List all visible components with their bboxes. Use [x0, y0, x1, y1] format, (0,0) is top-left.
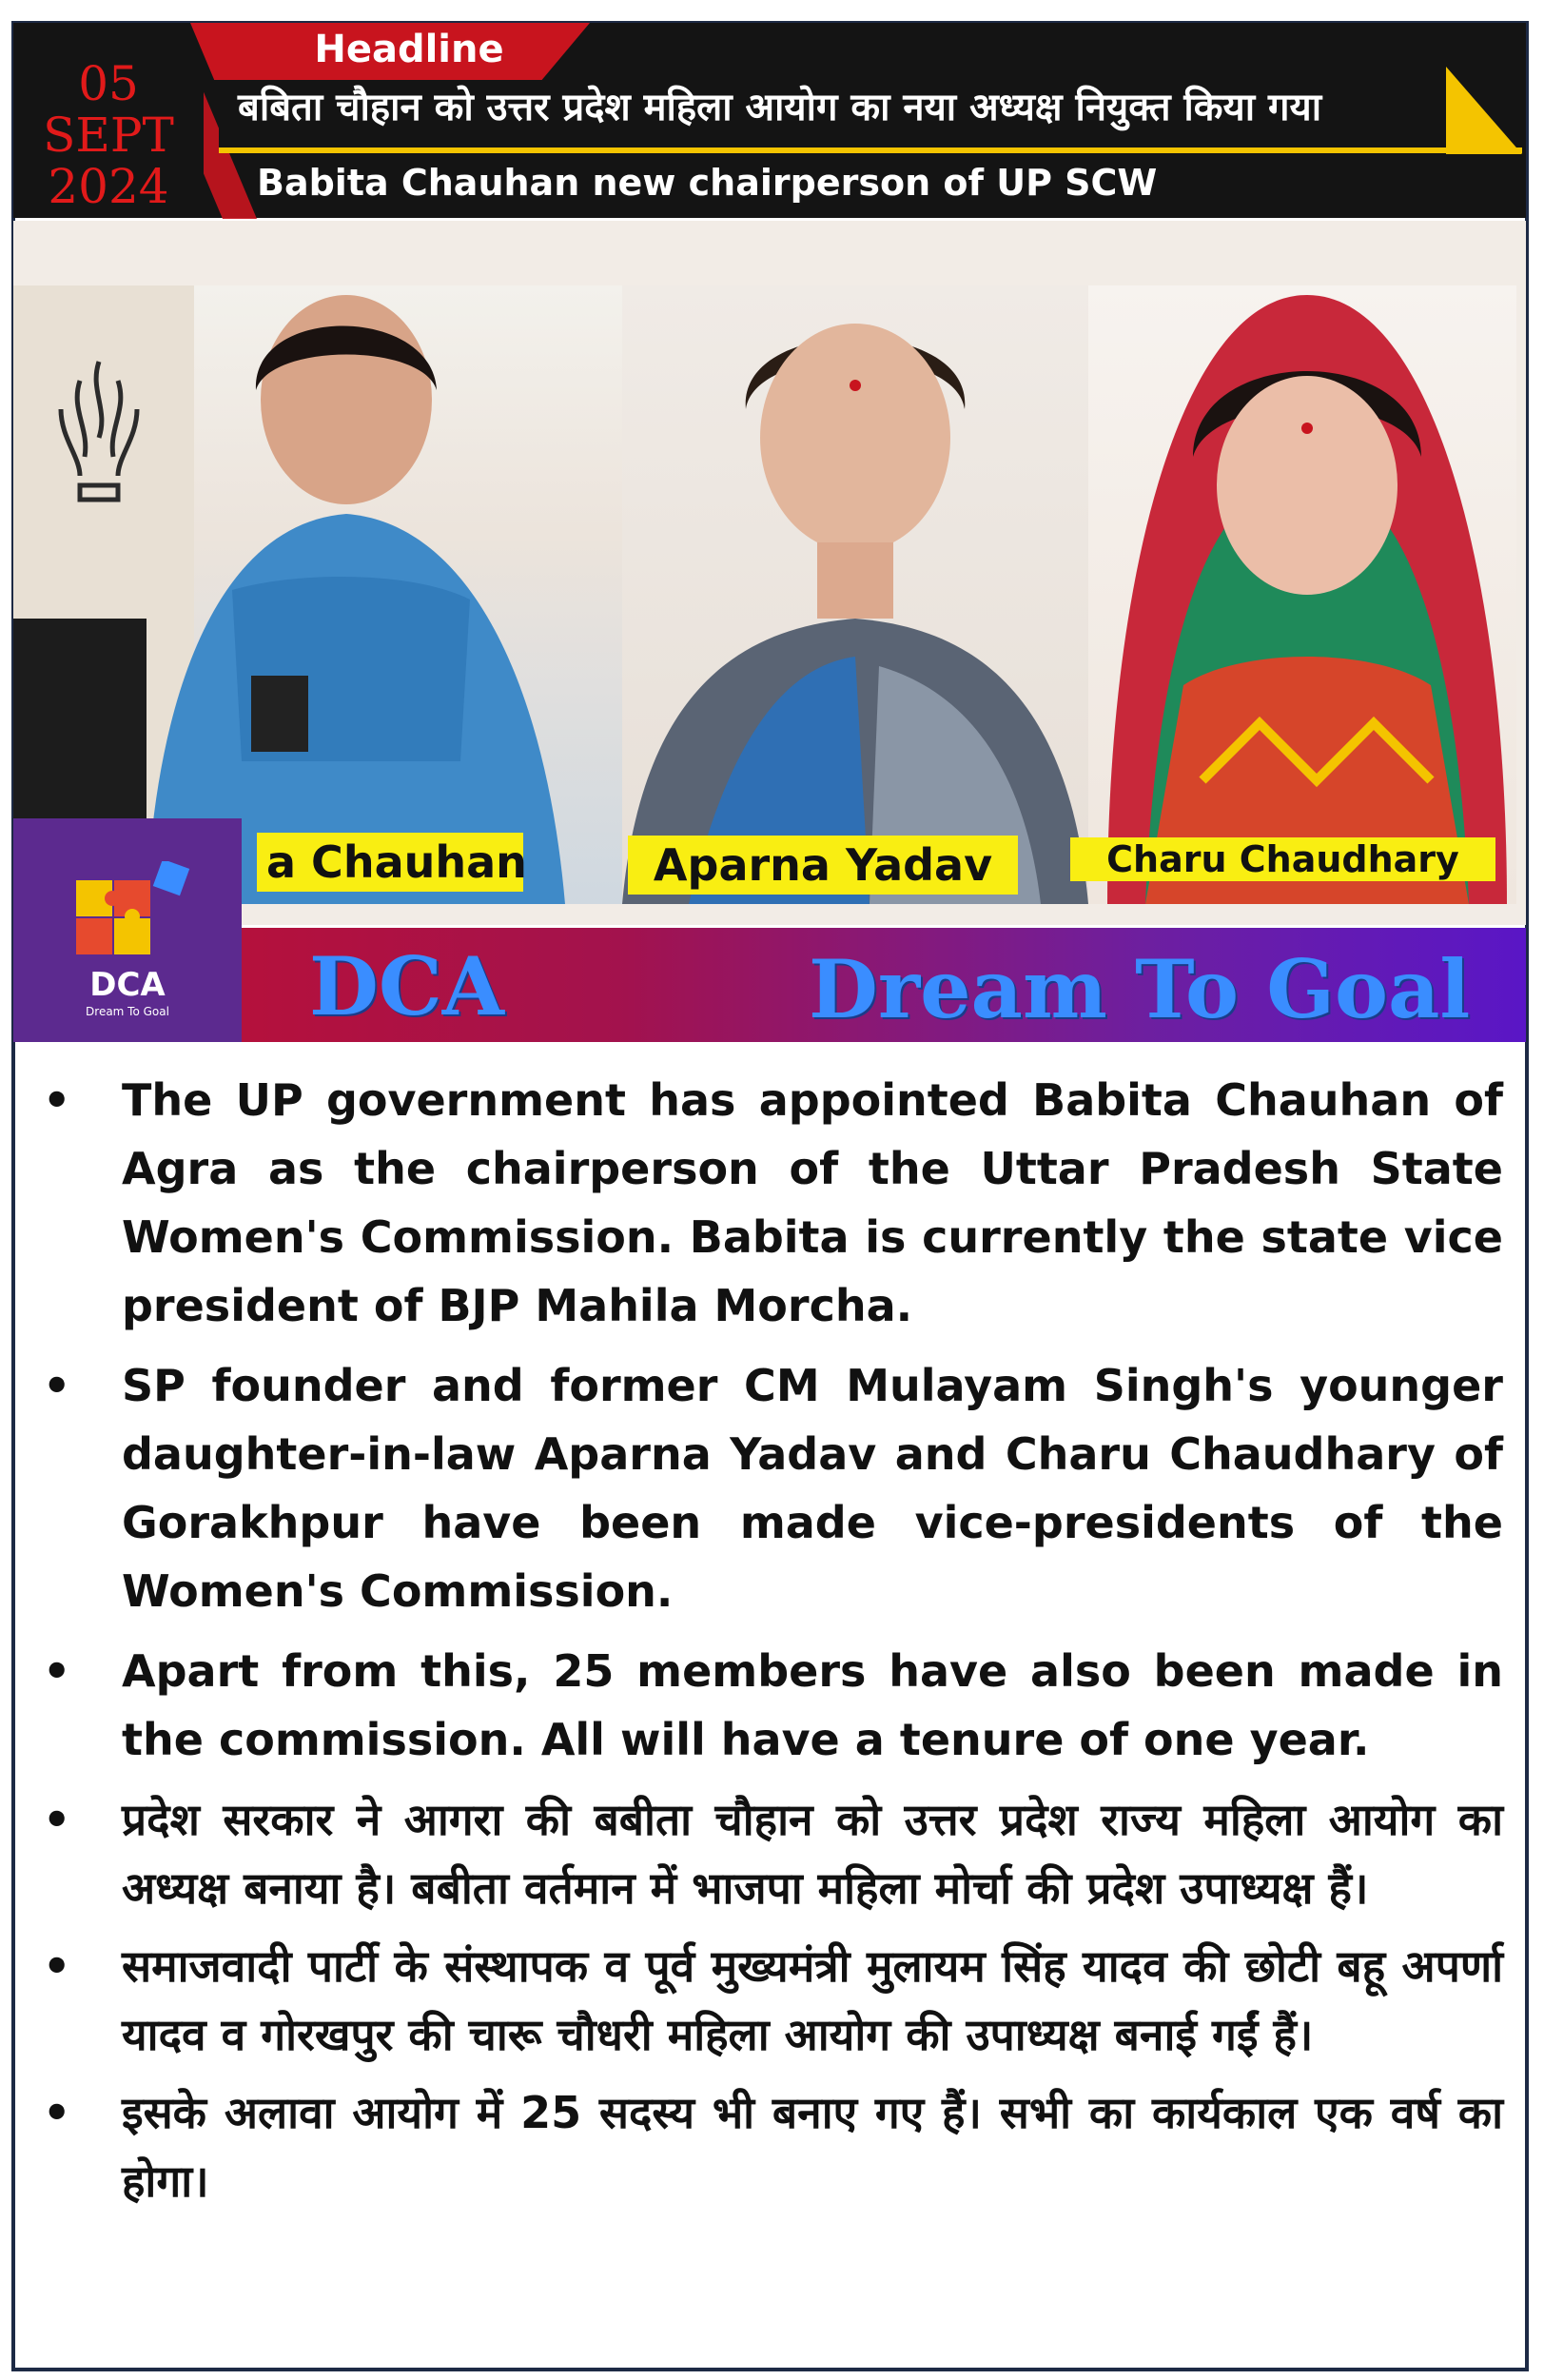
- bullet-text-3: Apart from this, 25 members have also been made in the commission. All will have a tenure of one year.: [122, 1645, 1503, 1765]
- portrait-aparna-yadav: [622, 285, 1088, 904]
- photo-label-3: Charu Chaudhary: [1070, 837, 1495, 881]
- bullet-symbol: •: [43, 1940, 71, 1992]
- date-year: 2024: [48, 159, 169, 214]
- bullet-item-4: [38, 1785, 1503, 1922]
- portrait-babita-chauhan: [13, 285, 622, 904]
- portrait-charu-chaudhary: [1088, 285, 1516, 904]
- hindi-headline: बबिता चौहान को उत्तर प्रदेश महिला आयोग का नया अध्यक्ष नियुक्त किया गया: [238, 86, 1322, 129]
- bullet-item-5: [38, 1932, 1503, 2069]
- photo-label-1: a Chauhan: [257, 833, 523, 892]
- bullet-text-5: समाजवादी पार्टी के संस्थापक व पूर्व मुख्यमंत्री मुलायम सिंह यादव की छोटी बहू अपर्णा यादव व गोरखपुर की चारू चौधरी महिला आयोग की उपाध्यक्ष बनाई गईं हैं।: [122, 1940, 1503, 2060]
- banner-right-text: Dream To Goal: [809, 942, 1471, 1036]
- bullet-text-6: इसके अलावा आयोग में 25 सदस्य भी बनाए गए हैं। सभी का कार्यकाल एक वर्ष का होगा।: [122, 2087, 1503, 2207]
- banner-left-text: DCA: [309, 939, 504, 1033]
- date-month: SEPT: [43, 108, 174, 163]
- bullet-text-2: SP founder and former CM Mulayam Singh's younger daughter-in-law Aparna Yadav and Charu Chaudhary of Gorakhpur have been made vice-presidents of the Women's Commission.: [122, 1360, 1503, 1617]
- bullet-symbol: •: [43, 2087, 71, 2138]
- bullet-symbol: •: [43, 1794, 71, 1845]
- bullet-item-6: [38, 2078, 1503, 2215]
- portrait-1-illustration: [13, 285, 622, 904]
- photo-label-2: Aparna Yadav: [628, 836, 1018, 895]
- logo-tagline: Dream To Goal: [86, 1005, 169, 1018]
- bullet-text-1: The UP government has appointed Babita Chauhan of Agra as the chairperson of the Uttar Pradesh State Women's Commission. Babita is currently the state vice president of BJP Mahila Morcha.: [122, 1074, 1503, 1331]
- bullet-list: [38, 1066, 1503, 2225]
- bullet-text-4: प्रदेश सरकार ने आगरा की बबीता चौहान को उत्तर प्रदेश राज्य महिला आयोग का अध्यक्ष बनाया है। बबीता वर्तमान में भाजपा महिला मोर्चा की प्रदेश उपाध्यक्ष हैं।: [122, 1794, 1503, 1914]
- headline-label: Headline: [314, 28, 504, 71]
- date-day: 05: [78, 56, 139, 111]
- puzzle-logo-icon: [67, 861, 200, 966]
- english-headline: Babita Chauhan new chairperson of UP SCW: [257, 162, 1158, 204]
- bullet-symbol: •: [43, 1645, 71, 1697]
- bullet-item-2: [38, 1351, 1503, 1625]
- bullet-item-3: [38, 1637, 1503, 1774]
- portrait-2-illustration: [622, 285, 1088, 904]
- bullet-symbol: •: [43, 1074, 71, 1126]
- bullet-symbol: •: [43, 1360, 71, 1411]
- portrait-3-illustration: [1088, 285, 1516, 904]
- bullet-item-1: [38, 1066, 1503, 1340]
- logo-title: DCA: [89, 966, 166, 1004]
